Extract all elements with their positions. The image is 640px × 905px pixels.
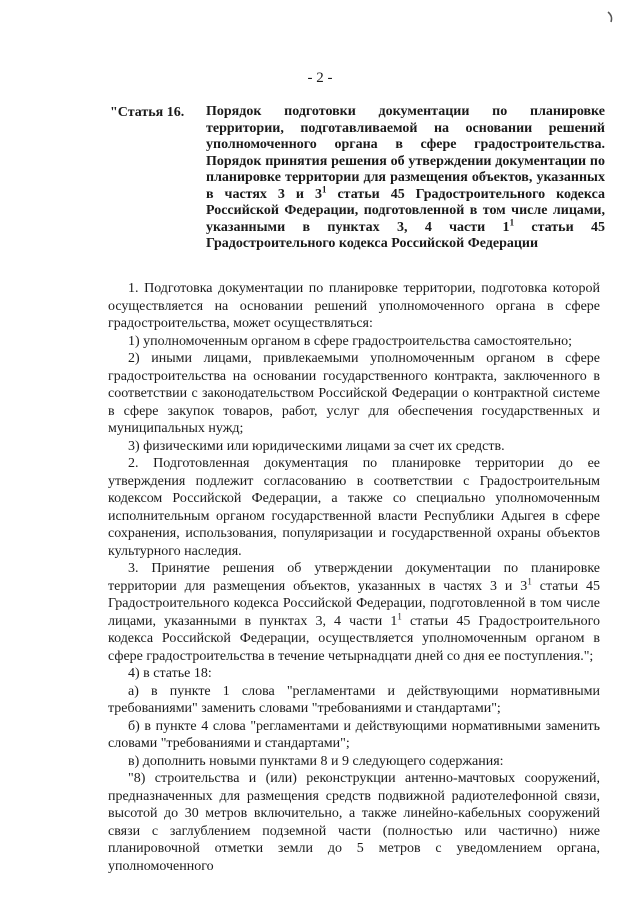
paragraph-1: 1. Подготовка документации по планировке территории, подготовка которой осуществляется на основании решений уполномоченного органа в сфере градостроительства, может осуществляться: xyxy=(108,281,600,331)
paragraph-2: 2. Подготовленная документация по планировке территории до ее утверждения подлежит согласованию в соответствии с Градостроительным кодексом Российской Федерации, а также со специально уполномоченным исполнительным органом государственной власти Республики Адыгея в сфере сохранения, использования, популяризации и государственной охраны объектов культурного наследия. xyxy=(108,456,600,559)
paragraph-1-item-2: 2) иными лицами, привлекаемыми уполномоченным органом в сфере градостроительства на основании государственного контракта, заключенного в соответствии с законодательством Российской Федерации о контрактной системе в сфере закупок товаров, работ, услуг для обеспечения государственных и муниципальных нужд; xyxy=(108,351,600,436)
paragraph-3: 3. Принятие решения об утверждении документации по планировке территории для размещения объектов, указанных в частях 3 и $3^1$ статьи 45 Градостроительного кодекса Российской Федерации, подготовленной в том числе лицами, указанными в пунктах 3, 4 части $1^1$ статьи 45 Градостроительного кодекса Российской Федерации, осуществляется уполномоченным органом в сфере градостроительства в течение четырнадцати дней со дня ее поступления."; xyxy=(108,561,600,664)
paragraph-1-item-3: 3) физическими или юридическими лицами за счет их средств. xyxy=(128,438,505,454)
article-label: "Статья 16. xyxy=(110,105,185,120)
article-title: Порядок подготовки документации по планировке территории, подготавливаемой на основании решений уполномоченного органа в сфере градостроительства. Порядок принятия решения об утверждении документации по планировке территории для размещения объектов, указанных в частях 3 и $3^1$ статьи 45 Градостроительного кодекса Российской Федерации, подготовленной в том числе лицами, указанными в пунктах 3, 4 части $1^1$ статьи 45 Градостроительного кодекса Российской Федерации xyxy=(206,104,605,251)
paragraph-4-c: в) дополнить новыми пунктами 8 и 9 следующего содержания: xyxy=(128,753,504,769)
document-body xyxy=(108,280,600,875)
corner-mark-icon xyxy=(605,10,619,24)
paragraph-8: "8) строительства и (или) реконструкции антенно-мачтовых сооружений, предназначенных для размещения средств подвижной радиотелефонной связи, высотой до 30 метров включительно, а также линейно-кабельных сооружений связи с заглублением подземной части (полностью или частично) ниже планировочной отметки земли до 5 метров с уведомлением органа, уполномоченного xyxy=(108,771,600,874)
article-heading xyxy=(110,104,605,253)
paragraph-1-item-1: 1) уполномоченным органом в сфере градостроительства самостоятельно; xyxy=(128,333,573,349)
paragraph-4-a: а) в пункте 1 слова "регламентами и действующими нормативными требованиями" заменить словами "требованиями и стандартами"; xyxy=(108,683,600,716)
paragraph-4-b: б) в пункте 4 слова "регламентами и действующими нормативными заменить словами "требованиями и стандартами"; xyxy=(108,718,600,751)
paragraph-4: 4) в статье 18: xyxy=(128,666,212,681)
page-number: - 2 - xyxy=(307,70,333,86)
